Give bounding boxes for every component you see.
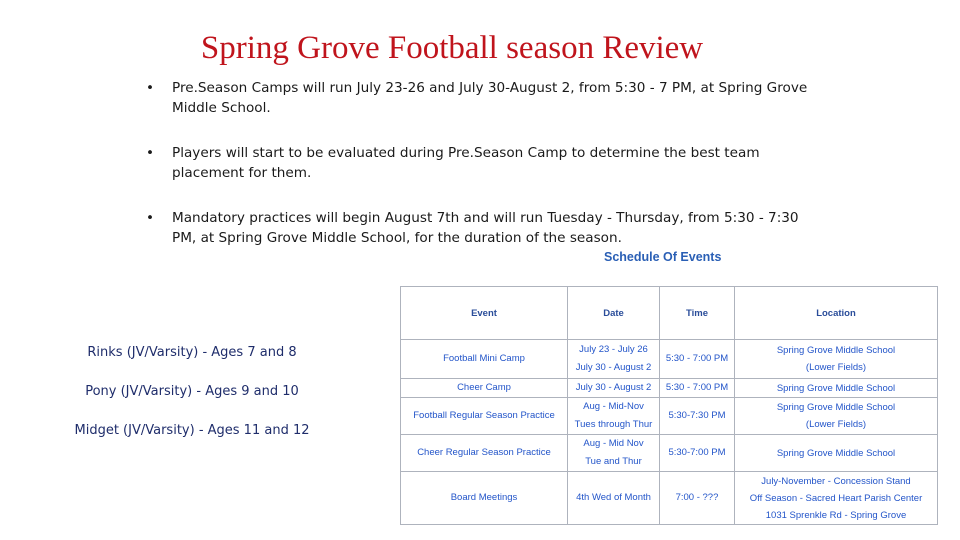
bullet-text: Pre.Season Camps will run July 23-26 and July 30-August 2, from 5:30 - 7 PM, at Spring Grove Middle School. bbox=[172, 80, 808, 116]
header-date: Date bbox=[568, 287, 660, 340]
time-cell: 5:30-7:30 PM bbox=[660, 398, 735, 435]
time-cell: 5:30 - 7:00 PM bbox=[660, 340, 735, 379]
header-time: Time bbox=[660, 287, 735, 340]
bullet-item bbox=[146, 208, 826, 248]
event-cell: Cheer Camp bbox=[401, 379, 568, 398]
bullet-icon: • bbox=[146, 80, 155, 96]
bullet-item bbox=[146, 78, 826, 118]
location-cell: July-November - Concession Stand Off Season - Sacred Heart Parish Center 1031 Sprenkle Rd - Spring Grove bbox=[735, 472, 938, 525]
event-cell: Football Regular Season Practice bbox=[401, 398, 568, 435]
schedule-table bbox=[400, 286, 938, 525]
table-row bbox=[401, 398, 938, 435]
event-cell: Football Mini Camp bbox=[401, 340, 568, 379]
location-cell: Spring Grove Middle School bbox=[735, 435, 938, 472]
schedule-title: Schedule Of Events bbox=[604, 250, 722, 264]
date-cell: 4th Wed of Month bbox=[568, 472, 660, 525]
table-row bbox=[401, 435, 938, 472]
bullet-icon: • bbox=[146, 145, 155, 161]
bullet-text: Players will start to be evaluated during Pre.Season Camp to determine the best team placement for them. bbox=[172, 145, 760, 181]
page-title: Spring Grove Football season Review bbox=[200, 30, 704, 66]
table-header-row bbox=[401, 287, 938, 340]
header-event: Event bbox=[401, 287, 568, 340]
table-row bbox=[401, 379, 938, 398]
event-cell: Board Meetings bbox=[401, 472, 568, 525]
date-cell: July 30 - August 2 bbox=[568, 379, 660, 398]
time-cell: 5:30-7:00 PM bbox=[660, 435, 735, 472]
time-cell: 7:00 - ??? bbox=[660, 472, 735, 525]
bullet-icon: • bbox=[146, 210, 155, 226]
division-item: Midget (JV/Varsity) - Ages 11 and 12 bbox=[74, 423, 310, 438]
time-cell: 5:30 - 7:00 PM bbox=[660, 379, 735, 398]
header-location: Location bbox=[735, 287, 938, 340]
division-item: Rinks (JV/Varsity) - Ages 7 and 8 bbox=[87, 345, 297, 360]
event-cell: Cheer Regular Season Practice bbox=[401, 435, 568, 472]
location-cell: Spring Grove Middle School (Lower Fields) bbox=[735, 398, 938, 435]
table-row bbox=[401, 340, 938, 379]
division-list bbox=[50, 345, 334, 462]
date-cell: July 23 - July 26 July 30 - August 2 bbox=[568, 340, 660, 379]
date-cell: Aug - Mid Nov Tue and Thur bbox=[568, 435, 660, 472]
bullet-list bbox=[146, 78, 826, 248]
bullet-text: Mandatory practices will begin August 7th and will run Tuesday - Thursday, from 5:30 - 7:30 PM, at Spring Grove Middle School, for the duration of the season. bbox=[172, 210, 799, 246]
location-cell: Spring Grove Middle School bbox=[735, 379, 938, 398]
division-item: Pony (JV/Varsity) - Ages 9 and 10 bbox=[85, 384, 299, 399]
location-cell: Spring Grove Middle School (Lower Fields) bbox=[735, 340, 938, 379]
bullet-item bbox=[146, 143, 826, 183]
table-row bbox=[401, 472, 938, 525]
date-cell: Aug - Mid-Nov Tues through Thur bbox=[568, 398, 660, 435]
